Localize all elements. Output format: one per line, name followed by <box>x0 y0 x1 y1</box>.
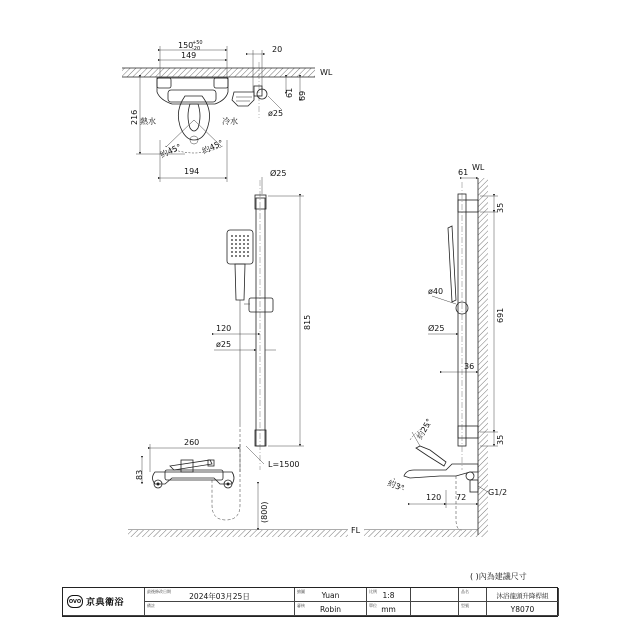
dim-35-top: 35 <box>496 202 505 213</box>
name-label: 品名 <box>461 589 469 594</box>
unit-value: mm <box>381 605 396 614</box>
dim-216: 216 <box>130 109 139 125</box>
logo-mark: OVO <box>67 595 83 608</box>
dia25-bar-label: Ø25 <box>270 169 287 178</box>
dim-tol-minus: -20 <box>192 46 201 52</box>
wl-label-top: WL <box>320 68 333 77</box>
shower-handle <box>235 264 245 300</box>
dim-260: 260 <box>184 438 200 447</box>
scale-cell <box>367 588 411 602</box>
product-name: 沐浴龍頭升降桿組 <box>496 592 549 600</box>
model-cell <box>487 602 559 616</box>
dim-72: 72 <box>456 493 467 502</box>
review-cell <box>295 602 367 616</box>
shower-nozzles <box>231 235 249 257</box>
unit-spacer <box>411 602 459 616</box>
dim-120-head: 120 <box>216 324 232 333</box>
model-label: 型號 <box>461 603 469 608</box>
label-cold: 冷水 <box>222 117 238 126</box>
top-wall-hatch <box>122 68 315 77</box>
drawn-cell <box>295 588 367 602</box>
name-cell <box>487 588 559 602</box>
dia40-label: ø40 <box>428 287 444 296</box>
dim-149: 149 <box>181 51 197 60</box>
slide-bar <box>256 198 265 446</box>
drawn-value: Yuan <box>321 591 340 600</box>
dim-69: 69 <box>298 90 307 101</box>
mixer-plan-body <box>157 78 228 104</box>
side-wall-hatch <box>478 178 488 535</box>
dim-83: 83 <box>135 469 144 480</box>
angle-25: 約25° <box>415 417 435 441</box>
logo-text: 京典衛浴 <box>86 598 125 608</box>
remark-cell <box>145 602 295 616</box>
hose-length: L=1500 <box>268 460 300 469</box>
dim-36: 36 <box>464 362 475 371</box>
wl-label-side: WL <box>472 163 485 172</box>
shower-head-side <box>448 226 456 302</box>
dia25-top: ø25 <box>268 109 284 118</box>
side-view <box>386 163 507 535</box>
angle-left: 約45° <box>158 142 183 160</box>
bracket-plan <box>232 92 254 106</box>
date-label: 最後修改日期 <box>147 589 171 594</box>
scale-value: 1:8 <box>382 591 395 600</box>
model-value: Y8070 <box>510 605 535 614</box>
dim-120-side: 120 <box>426 493 442 502</box>
scale-label: 比例 <box>369 589 377 594</box>
dim-800: (800) <box>260 501 269 523</box>
mixer-side <box>404 464 478 478</box>
date-value: 2024年03月25日 <box>189 592 250 601</box>
dia25-left-label: ø25 <box>216 340 232 349</box>
recommended-size-note: ( )內為建議尺寸 <box>470 572 527 581</box>
g12-label: G1/2 <box>488 488 508 497</box>
unit-cell <box>367 602 411 616</box>
title-block <box>62 587 558 617</box>
remark-label: 備註 <box>147 603 155 608</box>
slider <box>249 298 273 312</box>
scale-spacer <box>411 588 459 602</box>
top-view <box>122 40 333 182</box>
dim-691: 691 <box>496 307 505 323</box>
angle-right: 約45° <box>200 138 225 156</box>
dim-61-top: 61 <box>285 87 294 98</box>
angle-3: 約3° <box>386 478 406 494</box>
dim-20: 20 <box>272 45 283 54</box>
model-label-cell <box>459 602 487 616</box>
drawn-label: 繪圖 <box>297 589 305 594</box>
company-logo <box>63 588 145 616</box>
dim-61-side: 61 <box>458 168 469 177</box>
review-value: Robin <box>319 605 342 614</box>
dim-150: 150 <box>178 41 194 50</box>
dim-815: 815 <box>303 314 312 330</box>
date-cell <box>145 588 295 602</box>
dia25-side-label: Ø25 <box>428 324 445 333</box>
dim-35-bottom: 35 <box>496 434 505 445</box>
dim-194: 194 <box>184 167 200 176</box>
unit-label: 單位 <box>369 603 377 608</box>
fl-label: FL <box>351 526 361 535</box>
dim-tol-plus: +50 <box>192 40 203 46</box>
review-label: 審核 <box>297 603 305 608</box>
front-view <box>128 168 486 537</box>
name-label-cell <box>459 588 487 602</box>
label-hot: 熱水 <box>140 117 156 126</box>
